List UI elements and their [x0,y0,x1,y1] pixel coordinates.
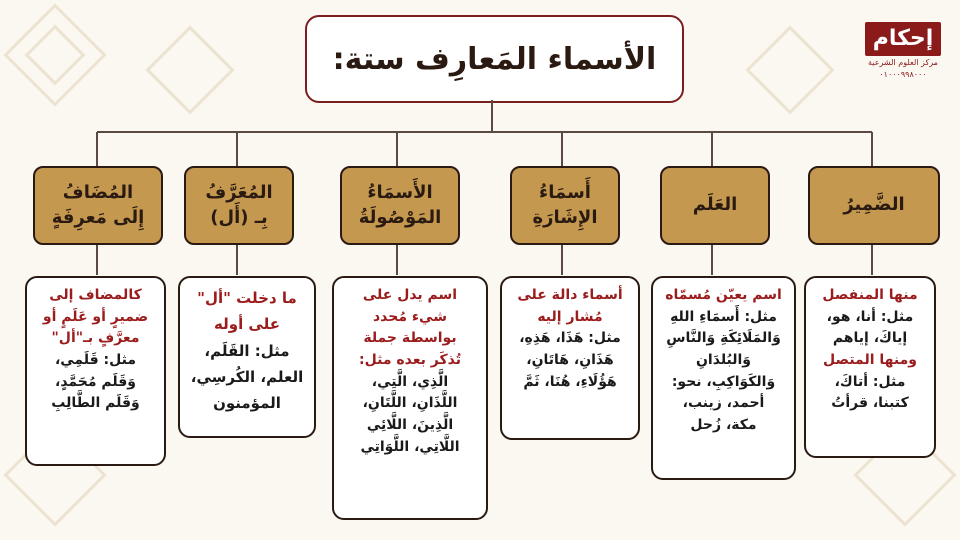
detail-line: على أوله [214,315,280,334]
detail-demonstratives [500,276,640,440]
detail-definite-article [178,276,316,438]
detail-pronoun [804,276,936,458]
detail-line: مثل: القَلَم، [204,341,290,360]
detail-line: اللَّذَانِ، اللَّتَانِ، [362,395,458,412]
detail-line: ومنها المتصل [823,352,917,369]
detail-line: تُذكَر بعده مثل: [359,352,461,369]
detail-line: أسماء دالة على [517,287,623,303]
category-annexed [33,166,163,245]
category-label: المُعَرَّفُ [205,182,273,204]
detail-line: الَّذِي، الَّتِي، [371,373,449,390]
detail-line: العلم، الكُرسِي، [190,367,304,386]
logo-number: ٠١٠٠٠٩٩٨٠٠٠ [879,69,927,79]
detail-line: إياكَ، إياهم [832,330,908,347]
detail-line: اسم يدل على [362,287,458,303]
detail-line: كتبنا، قرأتُ [831,395,909,412]
category-definite-article [184,166,294,245]
category-label: إِلَى مَعرِفَةٍ [51,206,145,228]
detail-line: مثل: هَذَا، هَذِهِ، [519,330,621,347]
detail-line: معرَّفٍ بـ"أل" [51,330,140,347]
category-relative-nouns [340,166,460,245]
detail-line: وَقَلَم الطَّالِبِ [51,395,140,412]
category-pronoun [808,166,940,245]
detail-line: مثل: أنا، هو، [826,308,914,325]
detail-line: مثل: قَلَمِي، [54,352,137,369]
detail-proper-noun [651,276,796,480]
detail-line: مكة، زُحل [690,417,757,434]
detail-line: مُشار إليه [537,308,603,325]
detail-line: شيء مُحدد [373,308,447,325]
detail-line: وَالبُلدَانِ [695,352,752,369]
category-label: الإِشَارَةِ [532,206,598,228]
category-label: العَلَم [692,194,738,216]
category-proper-noun [660,166,770,245]
logo-subtitle: مركز العلوم الشرعية [868,58,938,67]
detail-line: ضميرٍ أو عَلَمٍ أو [42,308,149,325]
detail-line: هَذَانِ، هَاتَانِ، [526,352,614,369]
category-demonstratives [510,166,620,245]
detail-line: اسم يعيّن مُسمّاه [665,287,782,303]
title-text: الأسماء المَعارِف ستة: [332,41,657,77]
detail-line: الَّذِينَ، اللَّائِي [366,417,454,434]
diagram-title [305,15,684,103]
detail-line: ما دخلت "أل" [197,289,297,307]
detail-relative-nouns [332,276,488,520]
brand-logo [862,22,944,92]
detail-line: وَقَلَم مُحَمَّدٍ، [55,373,136,390]
detail-line: مثل: أَسمَاءِ اللهِ [670,308,777,325]
logo-mark: إحكام [865,22,942,56]
detail-line: منها المنفصل [822,287,918,303]
category-label: أَسمَاءُ [539,182,591,204]
detail-line: كالمضاف إلى [49,287,142,303]
category-label: بِـ (أَل) [210,206,268,228]
detail-line: هَؤُلَاءِ، هُنَا، ثَمَّ [523,373,617,390]
detail-line: المؤمنون [213,394,281,412]
category-label: المَوْصُولَةُ [358,206,442,228]
category-label: الضَّمِيرُ [843,194,905,216]
detail-line: اللَّاتِي، اللَّوَاتِي [360,438,460,455]
category-label: المُضَافُ [62,182,134,204]
detail-line: مثل: أتاكَ، [834,373,906,390]
detail-line: وَالكَوَاكِبِ، نحو: [671,373,776,390]
detail-line: بواسطة جملة [363,330,457,347]
detail-line: وَالمَلَائِكَةِ وَالنَّاسِ [666,330,781,347]
category-label: الأَسمَاءُ [367,182,433,204]
detail-line: أحمد، زينب، [682,395,765,412]
detail-annexed [25,276,166,466]
